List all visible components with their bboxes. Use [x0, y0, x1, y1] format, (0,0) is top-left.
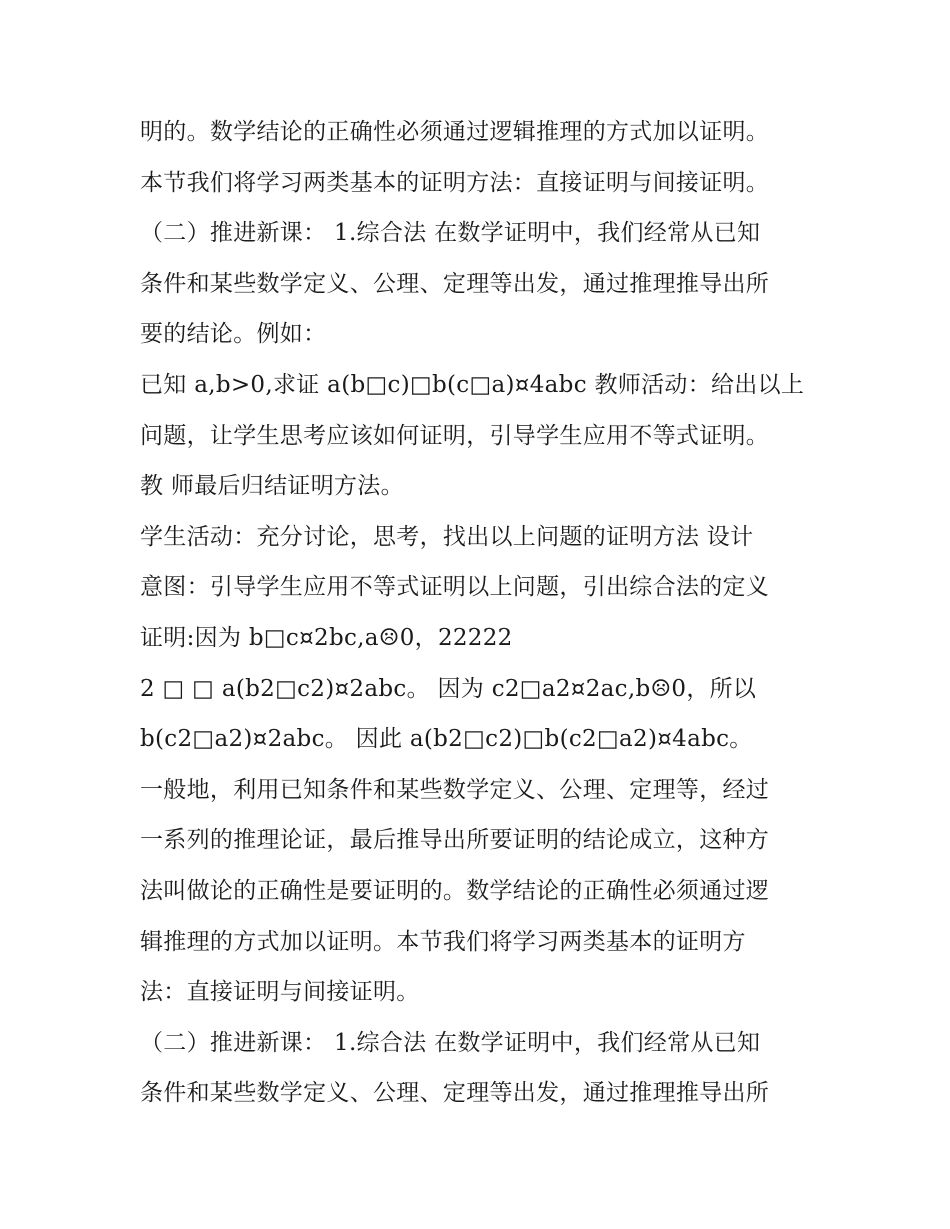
text-line: 一系列的推理论证，最后推导出所要证明的结论成立，这种方	[140, 827, 770, 854]
text-line: 已知 a,b>0,求证 a(b□c)□b(c□a)¤4abc 教师活动：给出以上	[140, 371, 805, 398]
text-line: 法叫做论的正确性是要证明的。数学结论的正确性必须通过逻	[140, 877, 770, 904]
text-line: 条件和某些数学定义、公理、定理等出发，通过推理推导出所	[140, 1080, 770, 1107]
text-line: 问题，让学生思考应该如何证明，引导学生应用不等式证明。	[140, 422, 770, 449]
text-line: 要的结论。例如：	[140, 321, 327, 348]
text-line: 一般地，利用已知条件和某些数学定义、公理、定理等，经过	[140, 776, 770, 803]
text-line: 2 □ □ a(b2□c2)¤2abc。 因为 c2□a2¤2ac,b☹0，所以	[140, 675, 757, 702]
text-line: 意图：引导学生应用不等式证明以上问题，引出综合法的定义	[140, 574, 770, 601]
document-body	[140, 107, 830, 1119]
text-line: （二）推进新课： 1.综合法 在数学证明中，我们经常从已知	[140, 220, 761, 247]
text-line: 本节我们将学习两类基本的证明方法：直接证明与间接证明。	[140, 169, 770, 196]
text-line: （二）推进新课： 1.综合法 在数学证明中，我们经常从已知	[140, 1029, 761, 1056]
text-line: 学生活动：充分讨论，思考，找出以上问题的证明方法 设计	[140, 523, 754, 550]
text-line: 证明:因为 b□c¤2bc,a☹0，22222	[140, 624, 513, 651]
text-line: 法：直接证明与间接证明。	[140, 979, 420, 1006]
text-line: 条件和某些数学定义、公理、定理等出发，通过推理推导出所	[140, 270, 770, 297]
text-line: 辑推理的方式加以证明。本节我们将学习两类基本的证明方	[140, 928, 746, 955]
text-line: b(c2□a2)¤2abc。 因此 a(b2□c2)□b(c2□a2)¤4abc。	[140, 726, 753, 753]
text-line: 明的。数学结论的正确性必须通过逻辑推理的方式加以证明。	[140, 119, 770, 145]
text-line: 教 师最后归结证明方法。	[140, 473, 404, 500]
